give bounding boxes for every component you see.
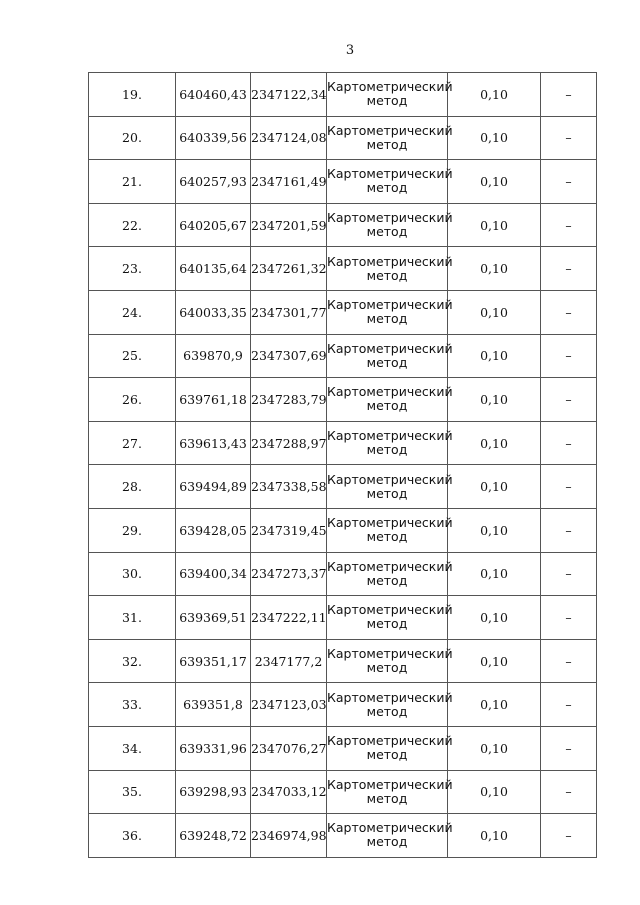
method-cell <box>327 290 453 334</box>
method-line-1: Картометрический <box>327 297 453 313</box>
precision-cell: 0,10 <box>448 334 541 378</box>
precision-cell: 0,10 <box>448 814 541 858</box>
method-line-1: Картометрический <box>327 689 453 705</box>
point-number-cell: 29. <box>89 508 176 552</box>
method-line-2: метод <box>366 529 408 545</box>
table-row <box>89 683 597 727</box>
coordinate-x-cell: 640033,35 <box>176 290 251 334</box>
table-row <box>89 203 597 247</box>
method-line-2: метод <box>366 703 408 719</box>
coordinate-y-cell: 2347033,12 <box>251 770 327 814</box>
coordinate-x-cell: 639351,8 <box>176 683 251 727</box>
precision-cell: 0,10 <box>448 508 541 552</box>
method-cell <box>327 465 453 509</box>
coordinate-y-cell: 2347161,49 <box>251 160 327 204</box>
method-line-2: метод <box>366 790 408 806</box>
coordinate-x-cell: 639613,43 <box>176 421 251 465</box>
coordinate-x-cell: 639331,96 <box>176 726 251 770</box>
coordinate-x-cell: 639248,72 <box>176 814 251 858</box>
note-cell: – <box>541 290 597 334</box>
coordinate-x-cell: 639400,34 <box>176 552 251 596</box>
coordinate-y-cell: 2347261,32 <box>251 247 327 291</box>
method-line-2: метод <box>366 834 408 850</box>
precision-cell: 0,10 <box>448 726 541 770</box>
method-line-1: Картометрический <box>327 340 453 356</box>
note-cell: – <box>541 683 597 727</box>
method-line-1: Картометрический <box>327 820 453 836</box>
precision-cell: 0,10 <box>448 290 541 334</box>
coordinate-y-cell: 2347283,79 <box>251 378 327 422</box>
method-cell <box>327 160 453 204</box>
method-line-2: метод <box>366 267 408 283</box>
method-line-2: метод <box>366 180 408 196</box>
method-cell <box>327 378 453 422</box>
method-cell <box>327 639 453 683</box>
coordinate-y-cell: 2347319,45 <box>251 508 327 552</box>
method-line-1: Картометрический <box>327 646 453 662</box>
table-row <box>89 378 597 422</box>
coordinates-table <box>88 72 597 858</box>
method-line-2: метод <box>366 311 408 327</box>
point-number-cell: 28. <box>89 465 176 509</box>
method-line-1: Картометрический <box>327 733 453 749</box>
coordinate-y-cell: 2347338,58 <box>251 465 327 509</box>
table-row <box>89 596 597 640</box>
precision-cell: 0,10 <box>448 465 541 509</box>
method-line-1: Картометрический <box>327 776 453 792</box>
table-row <box>89 73 597 117</box>
note-cell: – <box>541 552 597 596</box>
point-number-cell: 36. <box>89 814 176 858</box>
note-cell: – <box>541 334 597 378</box>
precision-cell: 0,10 <box>448 639 541 683</box>
point-number-cell: 19. <box>89 73 176 117</box>
coordinate-y-cell: 2347222,11 <box>251 596 327 640</box>
coordinate-x-cell: 640339,56 <box>176 116 251 160</box>
note-cell: – <box>541 770 597 814</box>
table-row <box>89 290 597 334</box>
coordinate-x-cell: 640257,93 <box>176 160 251 204</box>
method-cell <box>327 596 453 640</box>
method-line-2: метод <box>366 616 408 632</box>
table-row <box>89 116 597 160</box>
method-line-1: Картометрический <box>327 253 453 269</box>
method-cell <box>327 73 453 117</box>
coordinate-x-cell: 639298,93 <box>176 770 251 814</box>
page-number: 3 <box>345 43 355 58</box>
coordinate-y-cell: 2347288,97 <box>251 421 327 465</box>
method-line-2: метод <box>366 224 408 240</box>
note-cell: – <box>541 73 597 117</box>
method-line-1: Картометрический <box>327 384 453 400</box>
table-row <box>89 508 597 552</box>
precision-cell: 0,10 <box>448 160 541 204</box>
point-number-cell: 20. <box>89 116 176 160</box>
note-cell: – <box>541 814 597 858</box>
precision-cell: 0,10 <box>448 770 541 814</box>
note-cell: – <box>541 726 597 770</box>
precision-cell: 0,10 <box>448 421 541 465</box>
method-line-1: Картометрический <box>327 428 453 444</box>
method-cell <box>327 508 453 552</box>
method-line-2: метод <box>366 93 408 109</box>
coordinate-y-cell: 2347307,69 <box>251 334 327 378</box>
point-number-cell: 24. <box>89 290 176 334</box>
point-number-cell: 33. <box>89 683 176 727</box>
method-cell <box>327 334 453 378</box>
method-cell <box>327 247 453 291</box>
table-row <box>89 770 597 814</box>
method-cell <box>327 770 453 814</box>
precision-cell: 0,10 <box>448 116 541 160</box>
note-cell: – <box>541 247 597 291</box>
table-row <box>89 726 597 770</box>
coordinate-x-cell: 640135,64 <box>176 247 251 291</box>
method-line-2: метод <box>366 136 408 152</box>
precision-cell: 0,10 <box>448 552 541 596</box>
coordinate-y-cell: 2347301,77 <box>251 290 327 334</box>
point-number-cell: 27. <box>89 421 176 465</box>
precision-cell: 0,10 <box>448 378 541 422</box>
method-line-2: метод <box>366 660 408 676</box>
coordinates-table-body <box>89 73 597 858</box>
method-cell <box>327 203 453 247</box>
coordinate-y-cell: 2347122,34 <box>251 73 327 117</box>
note-cell: – <box>541 421 597 465</box>
method-line-2: метод <box>366 485 408 501</box>
coordinate-x-cell: 639351,17 <box>176 639 251 683</box>
note-cell: – <box>541 203 597 247</box>
coordinate-x-cell: 639369,51 <box>176 596 251 640</box>
method-line-1: Картометрический <box>327 558 453 574</box>
note-cell: – <box>541 378 597 422</box>
coordinate-x-cell: 639870,9 <box>176 334 251 378</box>
method-line-1: Картометрический <box>327 79 453 95</box>
table-row <box>89 552 597 596</box>
point-number-cell: 34. <box>89 726 176 770</box>
table-row <box>89 421 597 465</box>
point-number-cell: 32. <box>89 639 176 683</box>
coordinate-y-cell: 2347124,08 <box>251 116 327 160</box>
point-number-cell: 31. <box>89 596 176 640</box>
method-cell <box>327 116 453 160</box>
method-line-1: Картометрический <box>327 471 453 487</box>
method-cell <box>327 726 453 770</box>
coordinate-x-cell: 640205,67 <box>176 203 251 247</box>
method-line-1: Картометрический <box>327 602 453 618</box>
coordinate-y-cell: 2347201,59 <box>251 203 327 247</box>
method-cell <box>327 683 453 727</box>
precision-cell: 0,10 <box>448 683 541 727</box>
note-cell: – <box>541 639 597 683</box>
table-row <box>89 160 597 204</box>
point-number-cell: 23. <box>89 247 176 291</box>
note-cell: – <box>541 160 597 204</box>
coordinate-x-cell: 639428,05 <box>176 508 251 552</box>
note-cell: – <box>541 596 597 640</box>
method-line-2: метод <box>366 747 408 763</box>
coordinate-y-cell: 2347273,37 <box>251 552 327 596</box>
note-cell: – <box>541 508 597 552</box>
table-row <box>89 465 597 509</box>
method-line-2: метод <box>366 398 408 414</box>
method-line-2: метод <box>366 572 408 588</box>
precision-cell: 0,10 <box>448 203 541 247</box>
method-line-2: метод <box>366 354 408 370</box>
method-cell <box>327 814 453 858</box>
method-line-1: Картометрический <box>327 210 453 226</box>
precision-cell: 0,10 <box>448 247 541 291</box>
table-row <box>89 639 597 683</box>
point-number-cell: 22. <box>89 203 176 247</box>
method-line-1: Картометрический <box>327 122 453 138</box>
point-number-cell: 21. <box>89 160 176 204</box>
precision-cell: 0,10 <box>448 73 541 117</box>
table-row <box>89 334 597 378</box>
method-line-2: метод <box>366 442 408 458</box>
coordinate-x-cell: 639494,89 <box>176 465 251 509</box>
method-cell <box>327 421 453 465</box>
point-number-cell: 30. <box>89 552 176 596</box>
coordinate-y-cell: 2347177,2 <box>251 639 327 683</box>
note-cell: – <box>541 116 597 160</box>
precision-cell: 0,10 <box>448 596 541 640</box>
coordinate-x-cell: 640460,43 <box>176 73 251 117</box>
table-row <box>89 247 597 291</box>
coordinate-y-cell: 2347123,03 <box>251 683 327 727</box>
method-cell <box>327 552 453 596</box>
coordinate-y-cell: 2346974,98 <box>251 814 327 858</box>
point-number-cell: 25. <box>89 334 176 378</box>
coordinate-x-cell: 639761,18 <box>176 378 251 422</box>
point-number-cell: 35. <box>89 770 176 814</box>
point-number-cell: 26. <box>89 378 176 422</box>
method-line-1: Картометрический <box>327 166 453 182</box>
note-cell: – <box>541 465 597 509</box>
table-row <box>89 814 597 858</box>
method-line-1: Картометрический <box>327 515 453 531</box>
coordinate-y-cell: 2347076,27 <box>251 726 327 770</box>
